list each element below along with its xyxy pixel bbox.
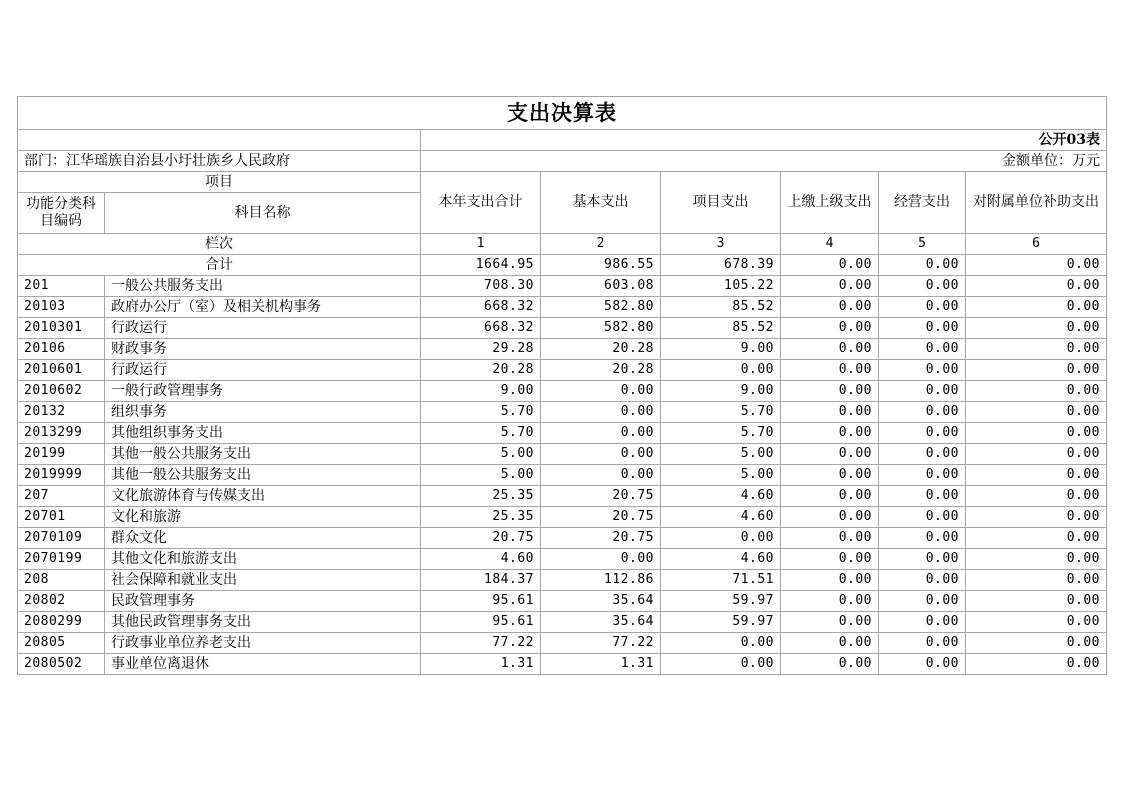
row-value: 9.00 xyxy=(421,381,541,402)
row-code: 208 xyxy=(18,570,105,591)
row-value: 59.97 xyxy=(661,591,781,612)
row-code: 2010602 xyxy=(18,381,105,402)
row-value: 0.00 xyxy=(879,612,966,633)
row-value: 0.00 xyxy=(879,276,966,297)
row-code: 207 xyxy=(18,486,105,507)
row-value: 20.75 xyxy=(541,507,661,528)
row-value: 5.00 xyxy=(661,465,781,486)
row-value: 0.00 xyxy=(966,318,1107,339)
row-name: 其他组织事务支出 xyxy=(105,423,421,444)
col-index: 3 xyxy=(661,234,781,255)
row-value: 582.80 xyxy=(541,297,661,318)
row-value: 0.00 xyxy=(781,318,879,339)
col-index: 4 xyxy=(781,234,879,255)
row-value: 20.28 xyxy=(541,360,661,381)
row-value: 5.70 xyxy=(421,423,541,444)
header-name: 科目名称 xyxy=(105,193,421,234)
row-value: 5.70 xyxy=(421,402,541,423)
row-value: 0.00 xyxy=(661,528,781,549)
header-col-remit: 上缴上级支出 xyxy=(781,172,879,234)
total-label: 合计 xyxy=(18,255,421,276)
row-value: 0.00 xyxy=(781,360,879,381)
row-value: 95.61 xyxy=(421,612,541,633)
row-value: 0.00 xyxy=(966,465,1107,486)
row-value: 5.70 xyxy=(661,423,781,444)
row-value: 20.28 xyxy=(421,360,541,381)
table-row xyxy=(18,276,1107,297)
row-code: 20199 xyxy=(18,444,105,465)
total-value: 0.00 xyxy=(879,255,966,276)
table-row xyxy=(18,381,1107,402)
row-value: 0.00 xyxy=(966,444,1107,465)
row-value: 0.00 xyxy=(966,591,1107,612)
row-value: 0.00 xyxy=(781,297,879,318)
row-value: 0.00 xyxy=(966,276,1107,297)
row-value: 0.00 xyxy=(541,549,661,570)
row-name: 组织事务 xyxy=(105,402,421,423)
row-value: 0.00 xyxy=(541,381,661,402)
row-value: 0.00 xyxy=(966,360,1107,381)
row-value: 4.60 xyxy=(661,549,781,570)
row-name: 行政运行 xyxy=(105,318,421,339)
row-name: 群众文化 xyxy=(105,528,421,549)
row-value: 0.00 xyxy=(879,360,966,381)
table-row xyxy=(18,297,1107,318)
row-value: 0.00 xyxy=(966,423,1107,444)
row-value: 0.00 xyxy=(879,528,966,549)
col-index: 2 xyxy=(541,234,661,255)
row-value: 1.31 xyxy=(421,654,541,675)
row-code: 2010601 xyxy=(18,360,105,381)
row-value: 0.00 xyxy=(781,570,879,591)
row-value: 5.70 xyxy=(661,402,781,423)
row-value: 0.00 xyxy=(879,486,966,507)
table-row xyxy=(18,360,1107,381)
row-value: 0.00 xyxy=(879,654,966,675)
row-value: 0.00 xyxy=(781,339,879,360)
row-value: 0.00 xyxy=(966,528,1107,549)
row-value: 5.00 xyxy=(421,444,541,465)
row-value: 20.75 xyxy=(541,486,661,507)
row-code: 2070109 xyxy=(18,528,105,549)
row-name: 事业单位离退休 xyxy=(105,654,421,675)
header-col-basic: 基本支出 xyxy=(541,172,661,234)
row-value: 0.00 xyxy=(879,339,966,360)
row-code: 201 xyxy=(18,276,105,297)
table-row xyxy=(18,423,1107,444)
row-value: 0.00 xyxy=(879,507,966,528)
row-value: 5.00 xyxy=(421,465,541,486)
row-value: 0.00 xyxy=(966,486,1107,507)
table-row xyxy=(18,444,1107,465)
row-value: 0.00 xyxy=(966,570,1107,591)
row-code: 20106 xyxy=(18,339,105,360)
row-code: 2019999 xyxy=(18,465,105,486)
row-value: 0.00 xyxy=(879,381,966,402)
table-row xyxy=(18,339,1107,360)
row-value: 0.00 xyxy=(966,549,1107,570)
row-name: 一般公共服务支出 xyxy=(105,276,421,297)
row-value: 112.86 xyxy=(541,570,661,591)
row-value: 0.00 xyxy=(541,423,661,444)
header-col-total: 本年支出合计 xyxy=(421,172,541,234)
row-value: 0.00 xyxy=(781,507,879,528)
row-value: 0.00 xyxy=(661,654,781,675)
row-value: 0.00 xyxy=(879,318,966,339)
table-row xyxy=(18,465,1107,486)
row-code: 2010301 xyxy=(18,318,105,339)
row-value: 0.00 xyxy=(879,402,966,423)
row-name: 民政管理事务 xyxy=(105,591,421,612)
header-code: 功能分类科目编码 xyxy=(18,193,105,234)
table-row xyxy=(18,654,1107,675)
row-value: 85.52 xyxy=(661,318,781,339)
row-value: 20.75 xyxy=(541,528,661,549)
row-value: 0.00 xyxy=(966,507,1107,528)
row-value: 25.35 xyxy=(421,486,541,507)
unit-label: 金额单位：万元 xyxy=(421,151,1107,172)
expenditure-table xyxy=(17,96,1107,675)
col-index: 1 xyxy=(421,234,541,255)
row-value: 603.08 xyxy=(541,276,661,297)
total-value: 1664.95 xyxy=(421,255,541,276)
total-value: 986.55 xyxy=(541,255,661,276)
col-index-label: 栏次 xyxy=(18,234,421,255)
table-row xyxy=(18,549,1107,570)
row-value: 0.00 xyxy=(781,528,879,549)
row-code: 20103 xyxy=(18,297,105,318)
row-value: 0.00 xyxy=(966,297,1107,318)
total-value: 0.00 xyxy=(781,255,879,276)
row-value: 4.60 xyxy=(421,549,541,570)
row-value: 9.00 xyxy=(661,381,781,402)
table-row xyxy=(18,612,1107,633)
row-value: 0.00 xyxy=(781,612,879,633)
table-row xyxy=(18,570,1107,591)
row-value: 85.52 xyxy=(661,297,781,318)
row-code: 20701 xyxy=(18,507,105,528)
row-name: 文化和旅游 xyxy=(105,507,421,528)
header-col-subsidy: 对附属单位补助支出 xyxy=(966,172,1107,234)
row-value: 77.22 xyxy=(421,633,541,654)
row-code: 2080502 xyxy=(18,654,105,675)
row-value: 0.00 xyxy=(781,381,879,402)
row-value: 77.22 xyxy=(541,633,661,654)
table-row xyxy=(18,633,1107,654)
row-value: 0.00 xyxy=(541,402,661,423)
row-code: 20802 xyxy=(18,591,105,612)
row-value: 29.28 xyxy=(421,339,541,360)
row-value: 1.31 xyxy=(541,654,661,675)
row-value: 20.75 xyxy=(421,528,541,549)
row-value: 59.97 xyxy=(661,612,781,633)
department-label: 部门：江华瑶族自治县小圩壮族乡人民政府 xyxy=(18,151,421,172)
total-value: 678.39 xyxy=(661,255,781,276)
table-row xyxy=(18,486,1107,507)
row-value: 0.00 xyxy=(966,339,1107,360)
row-code: 20805 xyxy=(18,633,105,654)
table-row xyxy=(18,528,1107,549)
row-value: 0.00 xyxy=(781,276,879,297)
row-name: 社会保障和就业支出 xyxy=(105,570,421,591)
row-value: 25.35 xyxy=(421,507,541,528)
row-code: 2080299 xyxy=(18,612,105,633)
row-value: 20.28 xyxy=(541,339,661,360)
row-value: 0.00 xyxy=(541,465,661,486)
row-name: 其他民政管理事务支出 xyxy=(105,612,421,633)
table-row xyxy=(18,318,1107,339)
row-value: 0.00 xyxy=(781,486,879,507)
header-col-business: 经营支出 xyxy=(879,172,966,234)
row-name: 财政事务 xyxy=(105,339,421,360)
row-name: 其他一般公共服务支出 xyxy=(105,465,421,486)
col-index: 5 xyxy=(879,234,966,255)
col-index: 6 xyxy=(966,234,1107,255)
row-value: 9.00 xyxy=(661,339,781,360)
row-value: 35.64 xyxy=(541,591,661,612)
row-value: 0.00 xyxy=(661,633,781,654)
row-name: 行政事业单位养老支出 xyxy=(105,633,421,654)
row-value: 0.00 xyxy=(879,633,966,654)
row-value: 668.32 xyxy=(421,297,541,318)
row-value: 582.80 xyxy=(541,318,661,339)
row-name: 政府办公厅（室）及相关机构事务 xyxy=(105,297,421,318)
row-name: 其他文化和旅游支出 xyxy=(105,549,421,570)
row-code: 2070199 xyxy=(18,549,105,570)
row-value: 4.60 xyxy=(661,486,781,507)
row-name: 行政运行 xyxy=(105,360,421,381)
header-item: 项目 xyxy=(18,172,421,193)
row-value: 35.64 xyxy=(541,612,661,633)
row-value: 0.00 xyxy=(781,402,879,423)
header-col-project: 项目支出 xyxy=(661,172,781,234)
table-row xyxy=(18,591,1107,612)
row-value: 0.00 xyxy=(879,423,966,444)
table-row xyxy=(18,507,1107,528)
row-code: 2013299 xyxy=(18,423,105,444)
row-value: 0.00 xyxy=(661,360,781,381)
row-value: 0.00 xyxy=(879,297,966,318)
row-value: 708.30 xyxy=(421,276,541,297)
row-value: 95.61 xyxy=(421,591,541,612)
row-value: 0.00 xyxy=(879,591,966,612)
row-value: 0.00 xyxy=(781,444,879,465)
row-value: 0.00 xyxy=(781,423,879,444)
row-value: 4.60 xyxy=(661,507,781,528)
row-value: 0.00 xyxy=(781,549,879,570)
row-value: 105.22 xyxy=(661,276,781,297)
table-code: 公开03表 xyxy=(421,130,1107,151)
row-value: 0.00 xyxy=(781,465,879,486)
row-value: 184.37 xyxy=(421,570,541,591)
row-value: 0.00 xyxy=(541,444,661,465)
row-name: 其他一般公共服务支出 xyxy=(105,444,421,465)
row-name: 文化旅游体育与传媒支出 xyxy=(105,486,421,507)
row-code: 20132 xyxy=(18,402,105,423)
table-row xyxy=(18,402,1107,423)
row-value: 0.00 xyxy=(879,465,966,486)
row-value: 0.00 xyxy=(879,570,966,591)
row-value: 0.00 xyxy=(966,612,1107,633)
page-title: 支出决算表 xyxy=(18,97,1107,130)
total-value: 0.00 xyxy=(966,255,1107,276)
row-value: 5.00 xyxy=(661,444,781,465)
row-value: 0.00 xyxy=(879,549,966,570)
blank-cell xyxy=(18,130,421,151)
row-value: 0.00 xyxy=(781,591,879,612)
row-value: 0.00 xyxy=(879,444,966,465)
row-value: 0.00 xyxy=(781,654,879,675)
row-value: 668.32 xyxy=(421,318,541,339)
row-value: 0.00 xyxy=(966,654,1107,675)
row-value: 71.51 xyxy=(661,570,781,591)
row-value: 0.00 xyxy=(966,402,1107,423)
row-value: 0.00 xyxy=(781,633,879,654)
row-value: 0.00 xyxy=(966,381,1107,402)
total-row xyxy=(18,255,1107,276)
row-value: 0.00 xyxy=(966,633,1107,654)
row-name: 一般行政管理事务 xyxy=(105,381,421,402)
